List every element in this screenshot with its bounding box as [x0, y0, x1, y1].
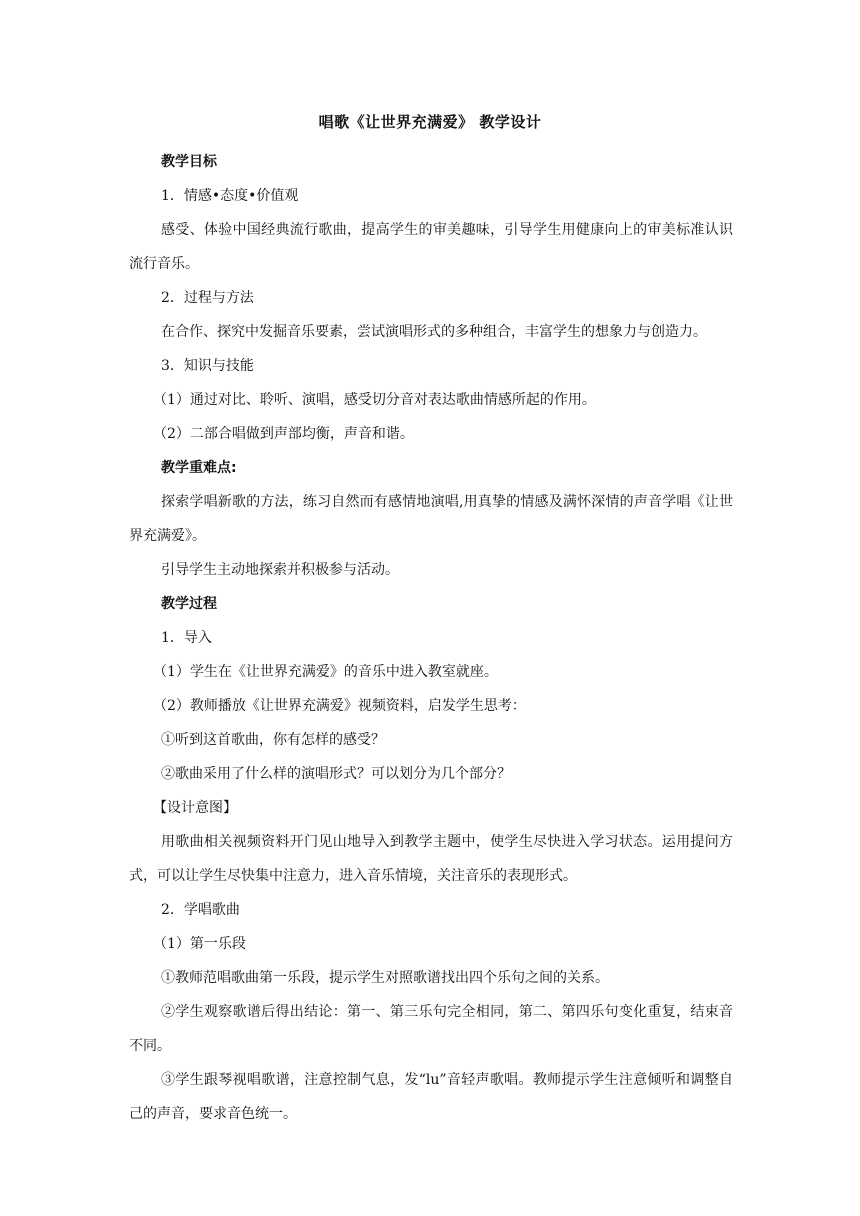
list-item-intro-1: （1）学生在《让世界充满爱》的音乐中进入教室就座。: [153, 664, 498, 680]
paragraph-key-points: 探索学唱新歌的方法，练习自然而有感情地演唱,用真挚的情感及满怀深情的声音学唱《让世界充满爱》。: [129, 494, 733, 544]
paragraph-emotion: 感受、体验中国经典流行歌曲，提高学生的审美趣味，引导学生用健康向上的审美标准认识流行音乐。: [129, 222, 733, 272]
design-intent-label: 【设计意图】: [153, 800, 237, 816]
question-2: ②歌曲采用了什么样的演唱形式？可以划分为几个部分？: [161, 766, 511, 782]
step-3: ③学生跟琴视唱歌谱，注意控制气息，发“lu”音轻声歌唱。教师提示学生注意倾听和调整自己的声音，要求音色统一。: [129, 1072, 733, 1122]
section-heading-process: 教学过程: [161, 596, 217, 612]
step-2: ②学生观察歌谱后得出结论：第一、第三乐句完全相同，第二、第四乐句变化重复，结束音不同。: [129, 1004, 733, 1054]
question-1: ①听到这首歌曲，你有怎样的感受？: [161, 732, 385, 748]
section-heading-key-points: 教学重难点:: [161, 460, 237, 476]
subheading-knowledge: 3．知识与技能: [161, 358, 254, 374]
document-title: 唱歌《让世界充满爱》 教学设计: [318, 113, 542, 131]
subheading-emotion: 1．情感•态度•价值观: [161, 188, 299, 204]
list-item-intro-2: （2）教师播放《让世界充满爱》视频资料，启发学生思考：: [153, 698, 526, 714]
list-item-knowledge-2: （2）二部合唱做到声部均衡，声音和谐。: [153, 426, 414, 442]
section-heading-objectives: 教学目标: [161, 154, 217, 170]
paragraph-process: 在合作、探究中发掘音乐要素，尝试演唱形式的多种组合，丰富学生的想象力与创造力。: [161, 324, 707, 340]
subheading-learn-song: 2．学唱歌曲: [161, 902, 240, 918]
list-item-first-section: （1）第一乐段: [153, 936, 246, 952]
paragraph-guidance: 引导学生主动地探索并积极参与活动。: [161, 562, 399, 578]
step-1: ①教师范唱歌曲第一乐段，提示学生对照歌谱找出四个乐句之间的关系。: [161, 970, 609, 986]
document-body: [129, 145, 733, 1131]
paragraph-design-intent: 用歌曲相关视频资料开门见山地导入到教学主题中，使学生尽快进入学习状态。运用提问方式，可以让学生尽快集中注意力，进入音乐情境，关注音乐的表现形式。: [129, 834, 733, 884]
subheading-process: 2．过程与方法: [161, 290, 254, 306]
subheading-introduction: 1．导入: [161, 630, 212, 646]
list-item-knowledge-1: （1）通过对比、聆听、演唱，感受切分音对表达歌曲情感所起的作用。: [153, 392, 596, 408]
